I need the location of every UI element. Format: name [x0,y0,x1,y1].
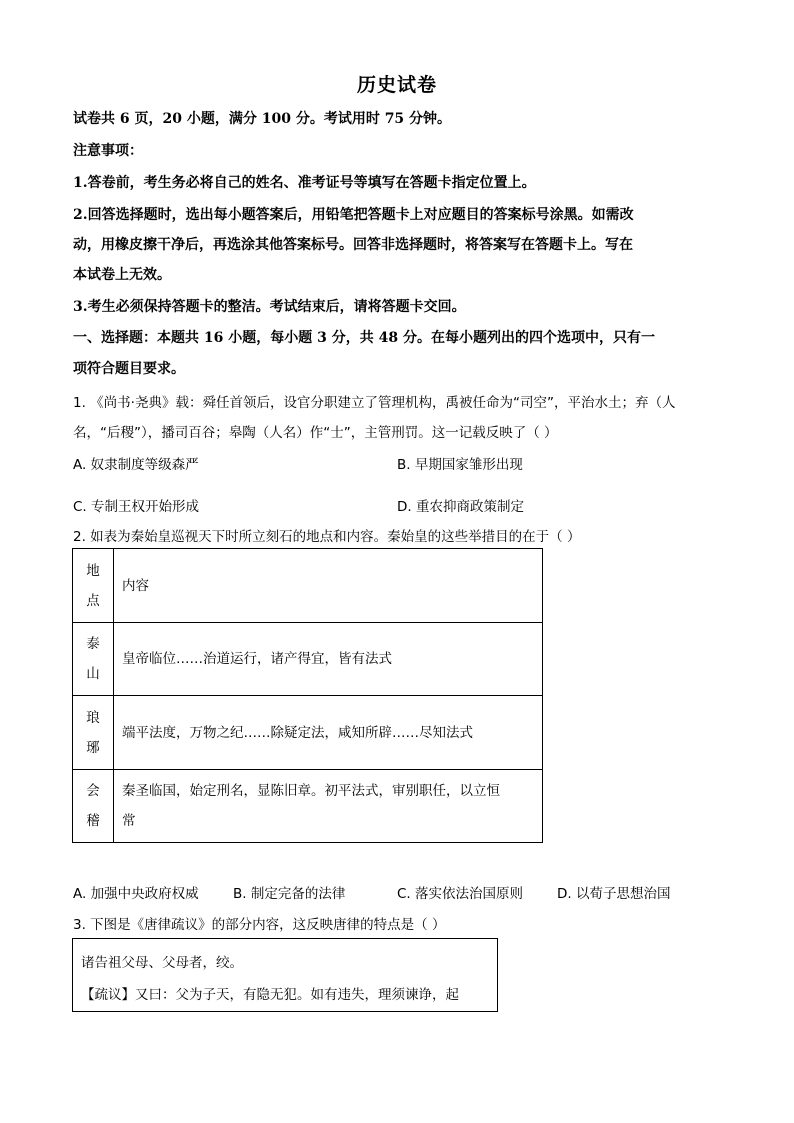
row-location: 会 稽 [73,770,114,843]
q2-option-a[interactable]: A. 加强中央政府权威 [73,886,199,902]
q1-stem-line2: 名，“后稷”），播司百谷；皋陶（人名）作“士”，主管刑罚。这一记载反映了（ ） [73,425,558,441]
row-location: 泰 山 [73,623,114,696]
notice-1: 1.答卷前，考生务必将自己的姓名、准考证号等填写在答题卡指定位置上。 [73,175,536,191]
notice-2-line2: 动，用橡皮擦干净后，再选涂其他答案标号。回答非选择题时，将答案写在答题卡上。写在 [73,237,633,253]
q1-option-d[interactable]: D. 重农抑商政策制定 [397,499,524,515]
row-content: 皇帝临位……治道运行，诸产得宜，皆有法式 [114,623,543,696]
q2-option-b[interactable]: B. 制定完备的法律 [233,886,346,902]
q1-option-b[interactable]: B. 早期国家雏形出现 [397,457,523,473]
table-row [73,770,543,843]
q3-excerpt-line1: 诸告祖父母、父母者，绞。 [81,955,243,971]
notice-3: 3.考生必须保持答题卡的整洁。考试结束后，请将答题卡交回。 [73,299,466,315]
q1-stem-line1: 1. 《尚书·尧典》载：舜任首领后，设官分职建立了管理机构，禹被任命为“司空”，平治水土；弃（人 [73,395,676,411]
q2-option-c[interactable]: C. 落实依法治国原则 [397,886,524,902]
row-location: 琅 琊 [73,696,114,770]
page-title: 历史试卷 [356,74,437,96]
header-content: 内容 [114,549,543,623]
table-row [73,623,543,696]
notice-2-line3: 本试卷上无效。 [73,267,171,283]
q2-table [72,548,543,843]
section-1-heading-line2: 项符合题目要求。 [73,361,185,377]
header-location: 地 点 [73,549,114,623]
q1-option-a[interactable]: A. 奴隶制度等级森严 [73,457,199,473]
q2-stem: 2. 如表为秦始皇巡视天下时所立刻石的地点和内容。秦始皇的这些举措目的在于（ ） [73,529,581,545]
row-content: 秦圣临国，始定刑名，显陈旧章。初平法式，审别职任，以立恒 常 [114,770,543,843]
notice-heading: 注意事项： [73,143,143,159]
notice-2-line1: 2.回答选择题时，选出每小题答案后，用铅笔把答题卡上对应题目的答案标号涂黑。如需改 [73,207,634,223]
q3-excerpt-line2: 【疏议】又曰：父为子天，有隐无犯。如有违失，理须谏诤，起 [81,987,459,1003]
q3-stem: 3. 下图是《唐律疏议》的部分内容，这反映唐律的特点是（ ） [73,917,446,933]
table-header-row [73,549,543,623]
table-row [73,696,543,770]
exam-info: 试卷共 6 页，20 小题，满分 100 分。考试用时 75 分钟。 [73,111,452,127]
q3-excerpt-box [72,938,498,1012]
q1-option-c[interactable]: C. 专制王权开始形成 [73,499,200,515]
row-content: 端平法度，万物之纪……除疑定法，咸知所辟……尽知法式 [114,696,543,770]
q2-option-d[interactable]: D. 以荀子思想治国 [557,886,671,902]
section-1-heading-line1: 一、选择题：本题共 16 小题，每小题 3 分，共 48 分。在每小题列出的四个选项中，只有一 [73,330,655,346]
